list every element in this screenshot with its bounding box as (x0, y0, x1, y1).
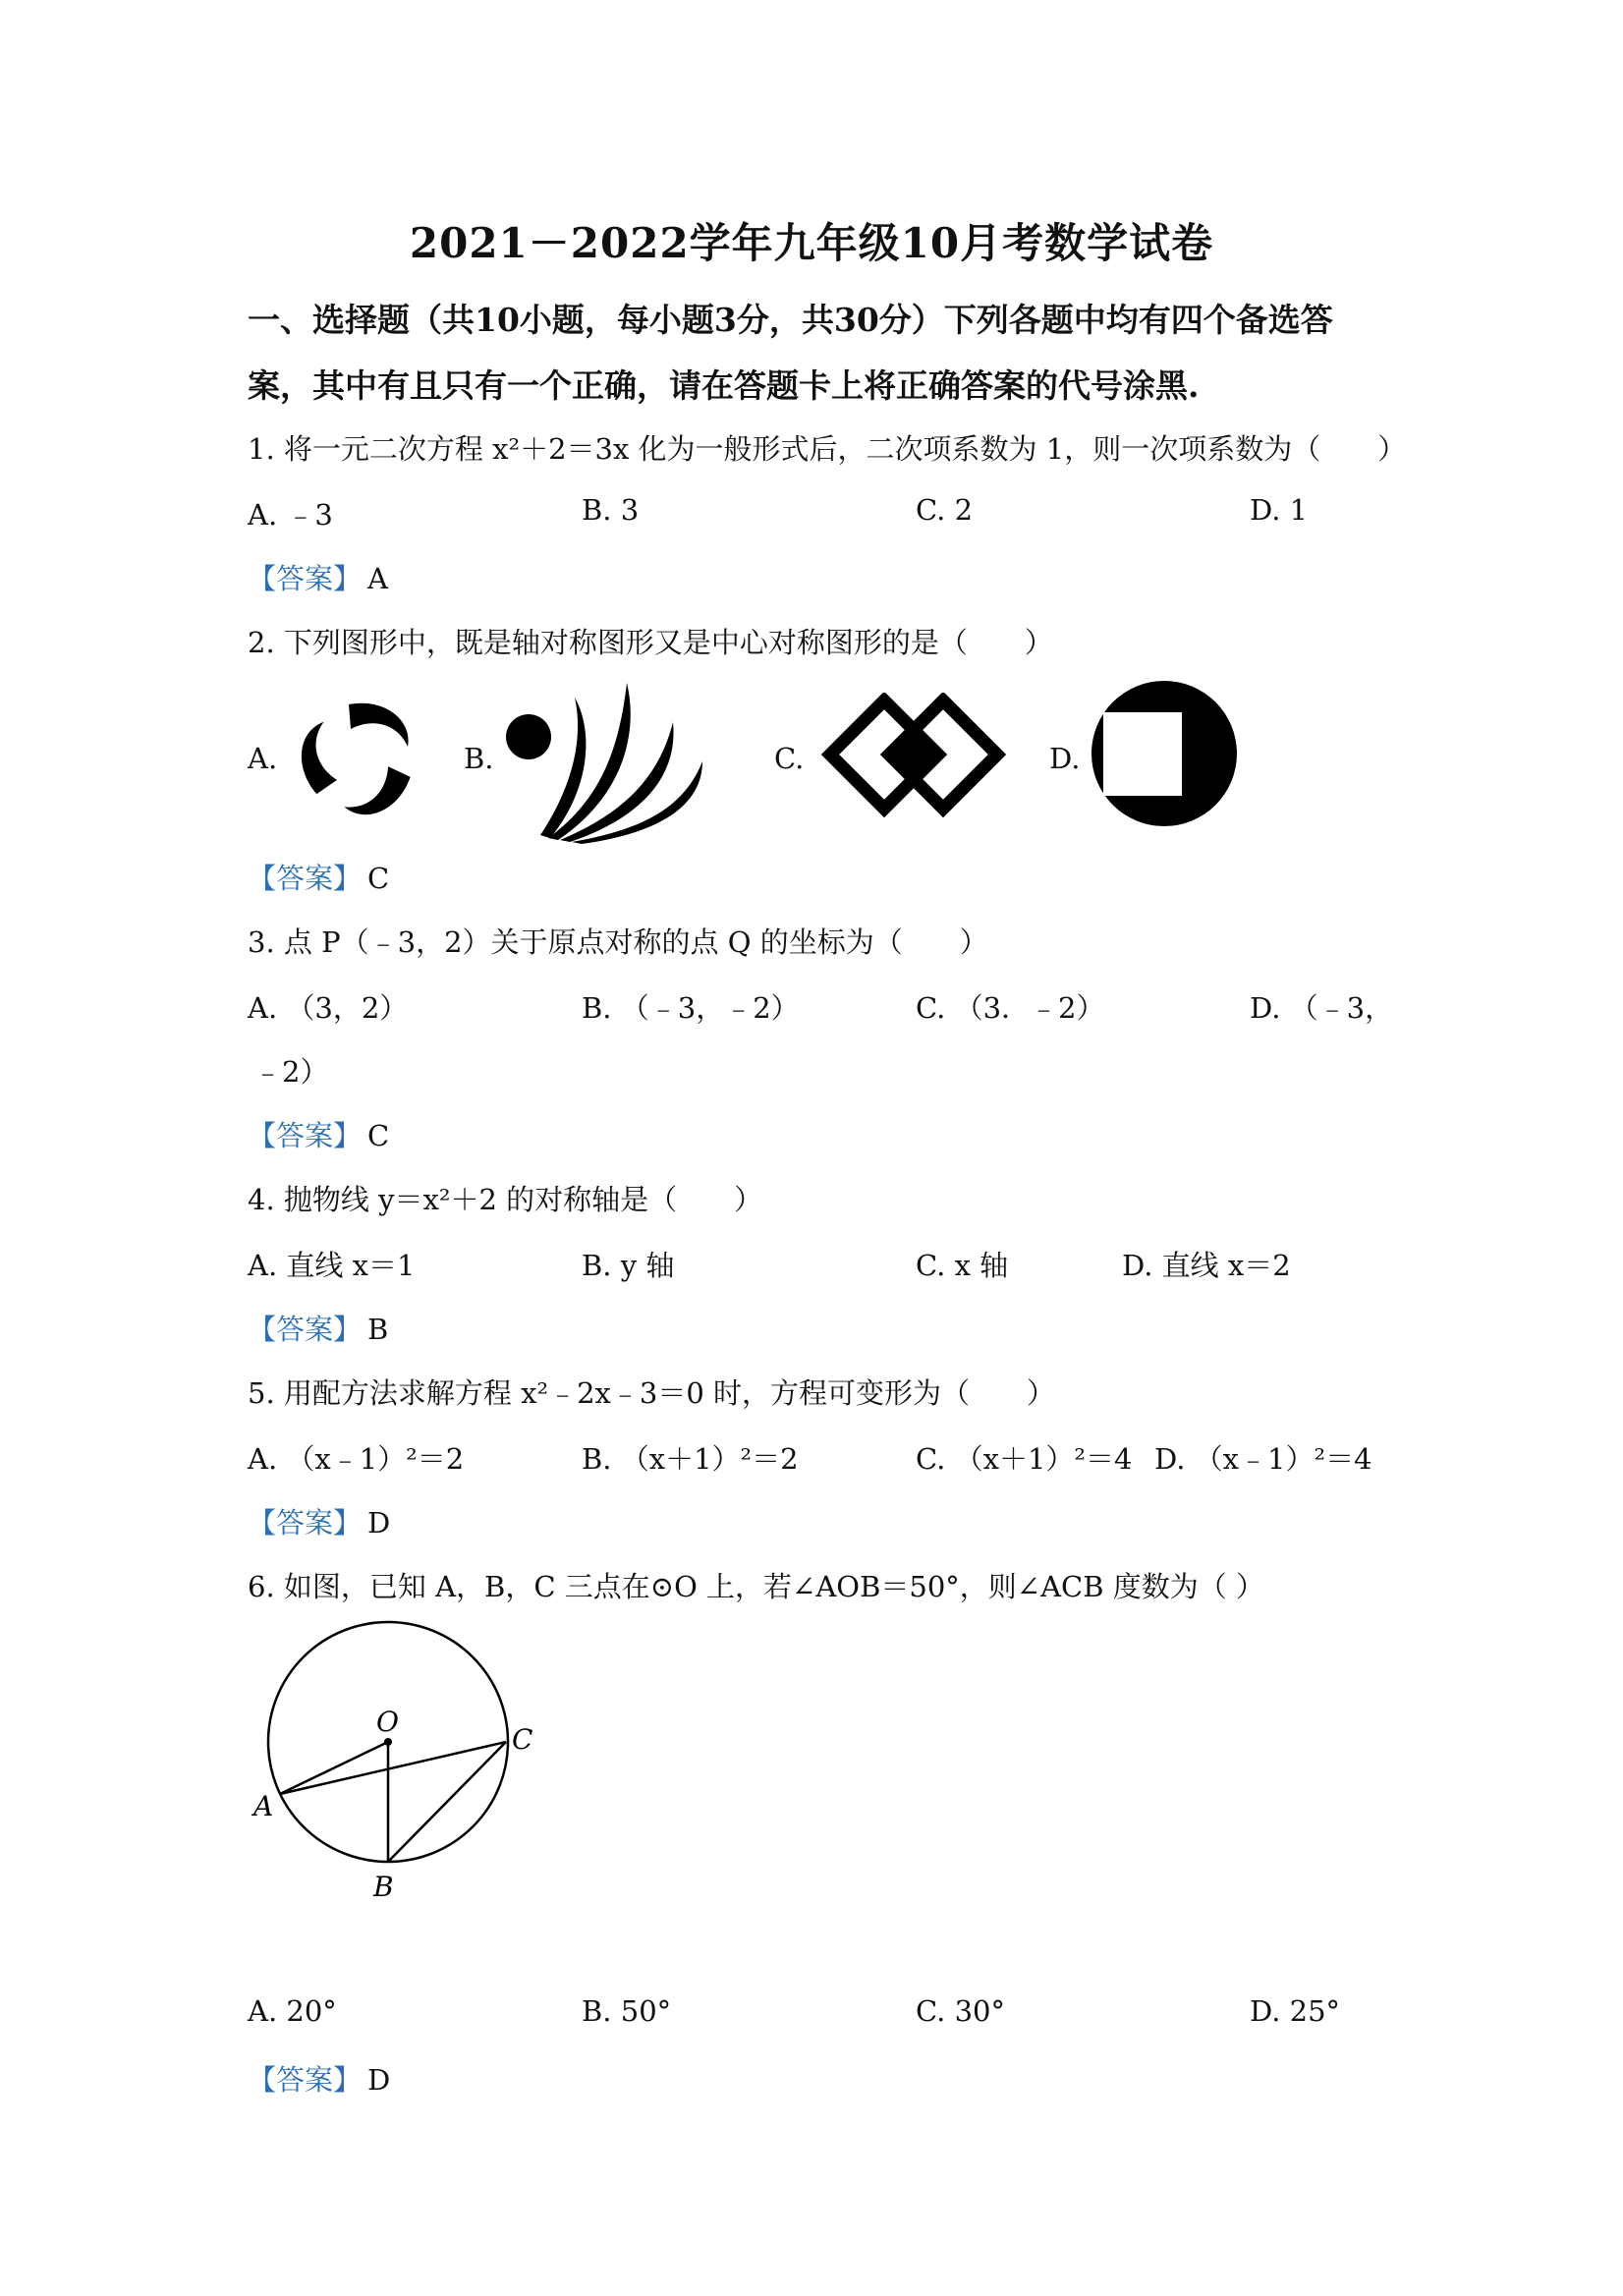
question-4-option-b: B. y 轴 (582, 1249, 675, 1282)
point-label-a: A (253, 1790, 274, 1822)
point-label-c: C (512, 1723, 533, 1756)
question-3-option-c: C. （3．﹣2） (916, 991, 1105, 1025)
question-5-option-c: C. （x＋1）²＝4 (916, 1442, 1133, 1476)
question-1-option-a: A. ﹣3 (248, 498, 333, 532)
question-5-option-d: D. （x﹣1）²＝4 (1154, 1442, 1372, 1476)
question-2-option-d-label: D. (1049, 742, 1081, 775)
question-3-answer (248, 1114, 389, 1154)
question-4-stem: 4. 抛物线 y＝x²＋2 的对称轴是（ ） (248, 1183, 763, 1216)
answer-tag: 【答案】 (248, 562, 363, 595)
page-title: 2021－2022学年九年级10月考数学试卷 (409, 219, 1214, 267)
question-6-answer (248, 2058, 390, 2099)
tri-swirl-figure (285, 688, 432, 825)
dot-and-brush-strokes-figure (501, 673, 707, 845)
answer-value: C (367, 862, 390, 895)
question-1-option-d: D. 1 (1250, 493, 1309, 527)
circle-geometry-figure (241, 1611, 555, 1906)
question-3-option-d: D. （﹣3， (1250, 991, 1394, 1025)
question-2-option-b-label: B. (464, 742, 494, 775)
section-heading-line1: 一、选择题（共10小题，每小题3分，共30分）下列各题中均有四个备选答 (248, 301, 1333, 339)
question-1-answer (248, 557, 388, 597)
answer-value: D (367, 2063, 391, 2097)
question-4-option-d: D. 直线 x＝2 (1122, 1249, 1291, 1282)
answer-tag: 【答案】 (248, 1119, 363, 1152)
answer-tag: 【答案】 (248, 1313, 363, 1346)
question-2-option-c-label: C. (774, 742, 805, 775)
question-6-option-a: A. 20° (248, 1994, 337, 2028)
answer-value: B (367, 1313, 389, 1346)
question-6-stem: 6. 如图，已知 A，B，C 三点在⊙O 上，若∠AOB＝50°，则∠ACB 度数为（ ） (248, 1570, 1264, 1603)
question-5-option-a: A. （x﹣1）²＝2 (248, 1442, 465, 1476)
question-4-answer (248, 1308, 388, 1348)
answer-value: D (367, 1506, 391, 1540)
question-5-stem: 5. 用配方法求解方程 x²﹣2x﹣3＝0 时，方程可变形为（ ） (248, 1376, 1056, 1410)
linked-diamonds-figure (815, 693, 1012, 820)
question-1-option-c: C. 2 (916, 493, 974, 527)
question-6-option-c: C. 30° (916, 1994, 1005, 2028)
point-label-b: B (373, 1871, 394, 1903)
question-2-answer (248, 857, 389, 897)
answer-value: A (367, 562, 388, 595)
question-4-option-a: A. 直线 x＝1 (248, 1249, 416, 1282)
question-3-option-a: A. （3，2） (248, 991, 409, 1025)
answer-tag: 【答案】 (248, 1506, 363, 1540)
question-3-stem: 3. 点 P（﹣3，2）关于原点对称的点 Q 的坐标为（ ） (248, 925, 988, 959)
point-label-o: O (376, 1706, 399, 1738)
answer-value: C (367, 1119, 390, 1152)
answer-tag: 【答案】 (248, 2063, 363, 2097)
question-5-answer (248, 1501, 390, 1541)
question-1-stem: 1. 将一元二次方程 x²＋2＝3x 化为一般形式后，二次项系数为 1，则一次项系数为（ ） (248, 432, 1407, 466)
question-3-option-d-wrap: ﹣2） (253, 1055, 329, 1089)
question-3-option-b: B. （﹣3，﹣2） (582, 991, 800, 1025)
question-1-option-b: B. 3 (582, 493, 640, 527)
circle-with-square-figure (1089, 678, 1241, 830)
section-heading-line2: 案，其中有且只有一个正确，请在答题卡上将正确答案的代号涂黑. (248, 366, 1200, 405)
question-6-option-d: D. 25° (1250, 1994, 1341, 2028)
question-5-option-b: B. （x＋1）²＝2 (582, 1442, 799, 1476)
answer-tag: 【答案】 (248, 862, 363, 895)
question-2-option-a-label: A. (248, 742, 278, 775)
question-6-option-b: B. 50° (582, 1994, 672, 2028)
question-2-stem: 2. 下列图形中，既是轴对称图形又是中心对称图形的是（ ） (248, 626, 1053, 659)
question-4-option-c: C. x 轴 (916, 1249, 1009, 1282)
